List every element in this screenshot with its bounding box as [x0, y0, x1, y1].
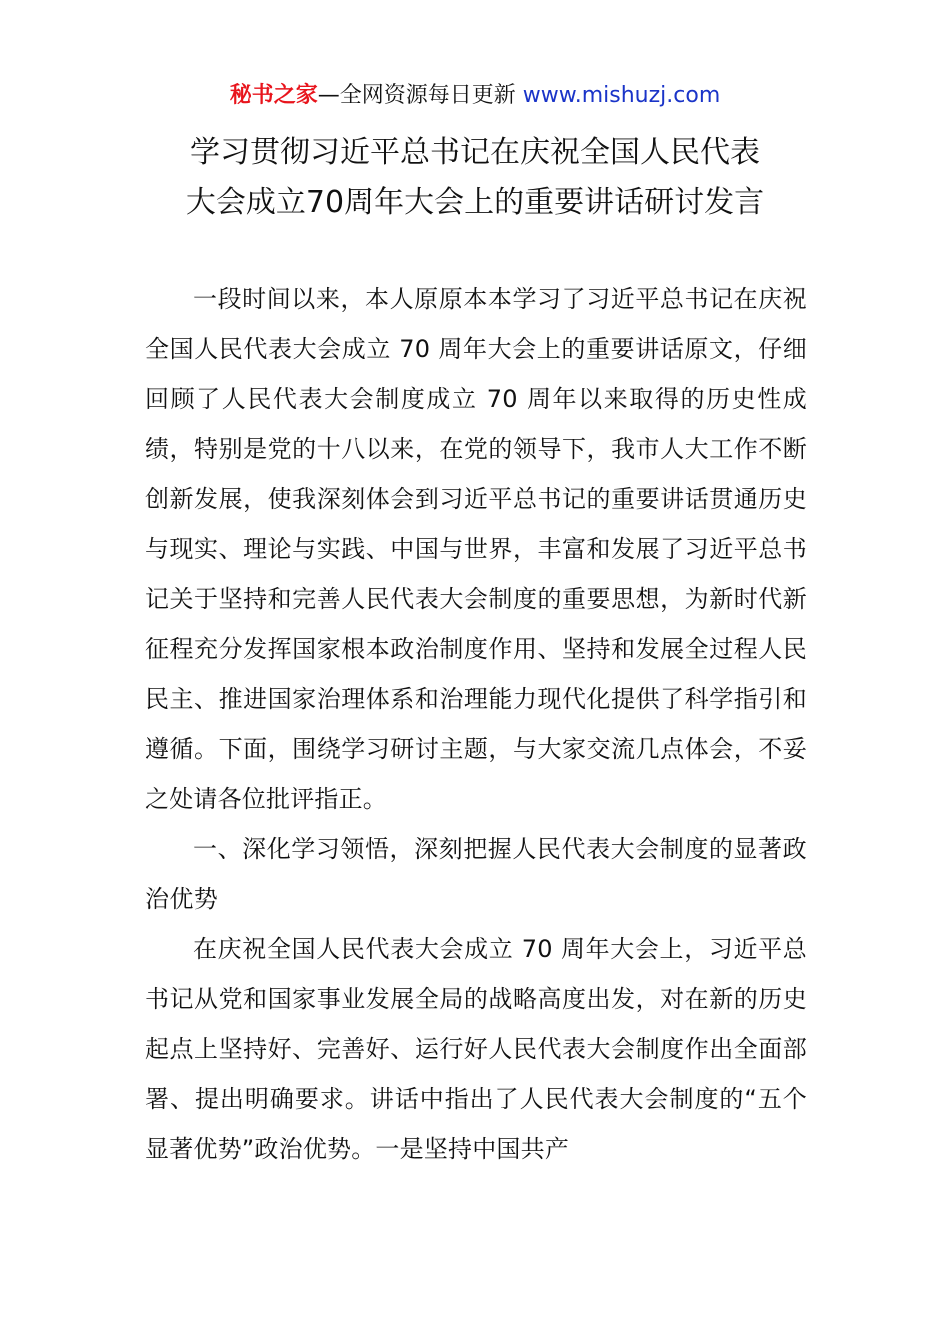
section-1-paragraph: 在庆祝全国人民代表大会成立 70 周年大会上，习近平总书记从党和国家事业发展全局的战略高度出发，对在新的历史起点上坚持好、完善好、运行好人民代表大会制度作出全面部署、提出明确要求。讲话中指出了人民代表大会制度的“五个显著优势”政治优势。一是坚持中国共产	[145, 935, 807, 1163]
title-line-2: 大会成立70周年大会上的重要讲话研讨发言	[185, 185, 765, 220]
document-body	[145, 274, 807, 1174]
title-line-1: 学习贯彻习近平总书记在庆祝全国人民代表	[190, 135, 760, 170]
section-heading-1: 一、深化学习领悟，深刻把握人民代表大会制度的显著政治优势	[145, 835, 807, 913]
header-tagline: —全网资源每日更新	[317, 83, 523, 108]
site-header	[0, 80, 950, 112]
brand-name: 秘书之家	[229, 83, 318, 108]
intro-paragraph: 一段时间以来，本人原原本本学习了习近平总书记在庆祝全国人民代表大会成立 70 周年大会上的重要讲话原文，仔细回顾了人民代表大会制度成立 70 周年以来取得的历史性成绩，特别是党的十八以来，在党的领导下，我市人大工作不断创新发展，使我深刻体会到习近平总书记的重要讲话贯通历史与现实、理论与实践、中国与世界，丰富和发展了习近平总书记关于坚持和完善人民代表大会制度的重要思想，为新时代新征程充分发挥国家根本政治制度作用、坚持和发展全过程人民民主、推进国家治理体系和治理能力现代化提供了科学指引和遵循。下面，围绕学习研讨主题，与大家交流几点体会，不妥之处请各位批评指正。	[145, 285, 807, 813]
document-title	[0, 128, 950, 228]
site-url-link[interactable]: www.mishuzj.com	[522, 83, 721, 108]
